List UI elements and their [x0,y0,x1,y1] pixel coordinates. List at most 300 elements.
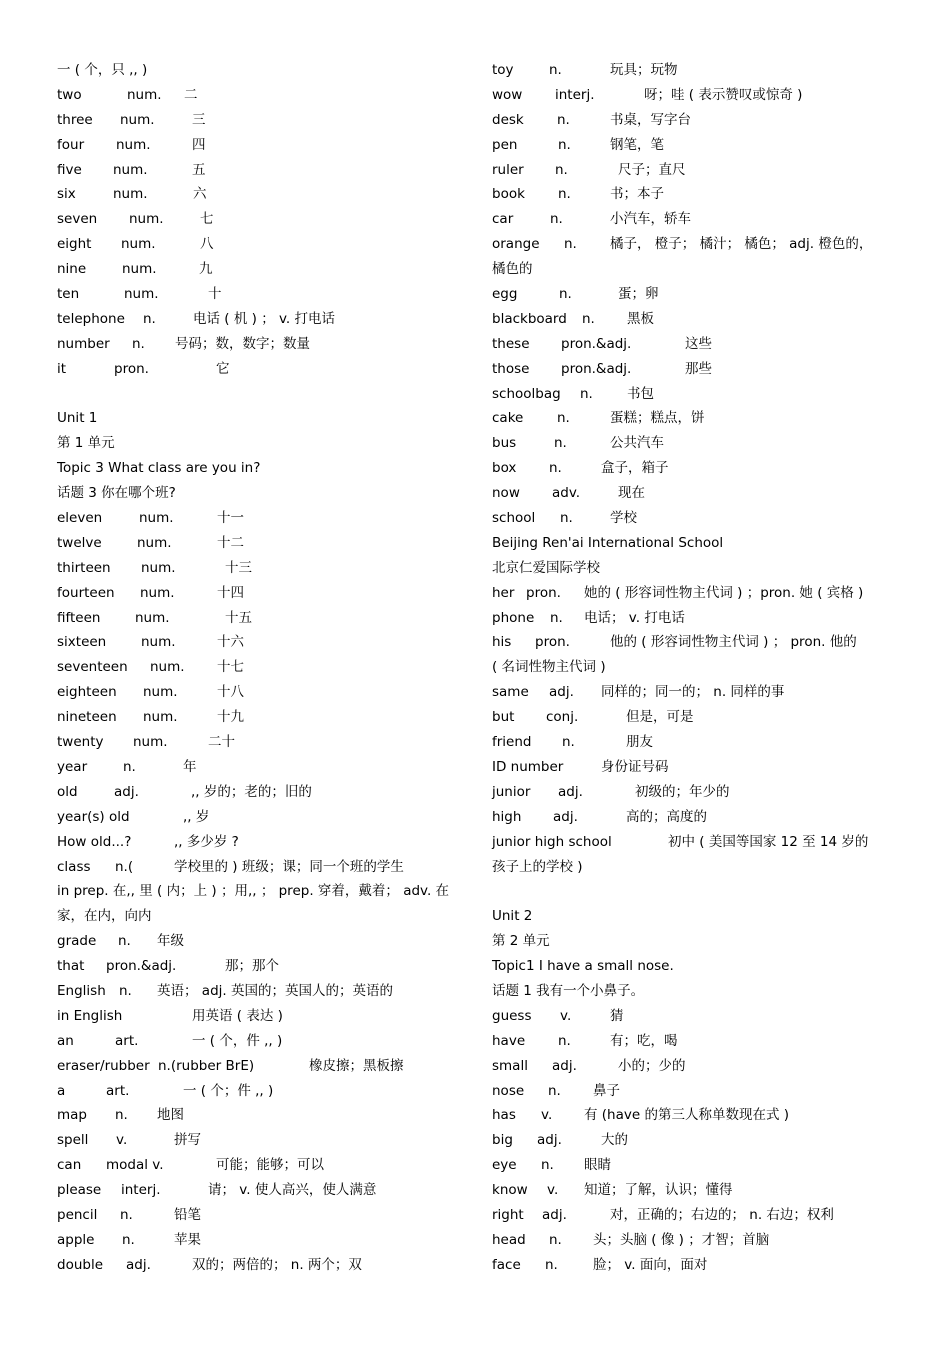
vocab-entry [57,680,457,705]
entry-word: five [57,161,82,178]
vocab-entry [57,556,457,581]
vocab-entry [492,1153,892,1178]
vocab-entry [492,1054,892,1079]
vocab-entry [492,158,892,183]
entry-part-of-speech: n. [123,758,136,775]
vocab-entry [492,232,892,257]
vocab-entry [57,1203,457,1228]
entry-part-of-speech: num. [129,211,164,228]
vocab-entry [492,630,892,655]
vocab-entry [492,456,892,481]
entry-meaning: 七 [200,211,214,228]
vocab-entry [492,1103,892,1128]
entry-word: twelve [57,534,102,551]
entry-part-of-speech: n. [558,136,571,153]
entry-word: ruler [492,161,524,178]
vocab-entry [492,1029,892,1054]
entry-part-of-speech: pron. [114,360,149,377]
vocab-entry [57,1253,457,1278]
entry-meaning: 头；头脑 ( 像 ) ；才智；首脑 [593,1231,770,1248]
entry-word: please [57,1182,102,1199]
entry-word: thirteen [57,559,111,576]
entry-word: telephone [57,310,125,327]
entry-word: but [492,709,515,726]
line-text: 第 1 单元 [57,435,115,452]
entry-word: eraser/rubber [57,1057,150,1074]
entry-part-of-speech: num. [121,236,156,253]
entry-word: high [492,808,522,825]
line-text: 孩子上的学校 ) [492,858,583,875]
entry-word: her [492,584,515,601]
vocab-entry [57,1029,457,1054]
entry-meaning: 二 [184,86,198,103]
entry-word: guess [492,1007,532,1024]
entry-part-of-speech: pron.&adj. [106,958,177,975]
entry-meaning: 十六 [217,634,244,651]
entry-word: big [492,1132,513,1149]
entry-part-of-speech: num. [137,534,172,551]
entry-meaning: 年级 [157,933,184,950]
entry-meaning: 铅笔 [174,1207,201,1223]
vocab-entry [57,1228,457,1253]
text-line [492,904,892,929]
entry-meaning: 鼻子 [593,1082,620,1099]
vocab-entry [57,1103,457,1128]
entry-word: friend [492,734,532,751]
blank-line [492,879,892,904]
entry-meaning: 书；本子 [610,186,664,203]
vocab-entry [57,232,457,257]
entry-part-of-speech: n. [582,310,595,327]
entry-word: number [57,335,110,352]
entry-part-of-speech: n. [558,1032,571,1049]
line-text: 话题 3 你在哪个班? [57,485,176,502]
line-text: 北京仁爱国际学校 [492,559,600,576]
entry-part-of-speech: adj. [549,684,574,701]
blank-line [57,382,457,407]
entry-part-of-speech: n. [554,435,567,452]
text-line [57,481,457,506]
entry-word: blackboard [492,310,567,327]
entry-meaning: 蛋糕；糕点，饼 [610,410,705,427]
vocab-entry [57,805,457,830]
entry-meaning: 五 [192,161,206,178]
entry-meaning: 十九 [217,709,244,726]
entry-part-of-speech: num. [143,709,178,726]
vocab-entry [57,133,457,158]
entry-part-of-speech: num. [143,684,178,701]
entry-word: English [57,982,106,999]
vocab-entry [57,655,457,680]
text-line [492,257,892,282]
vocab-entry [57,705,457,730]
entry-part-of-speech: n. [560,510,573,527]
entry-part-of-speech: n. [122,1231,135,1248]
vocab-entry [492,58,892,83]
vocab-entry [492,1253,892,1278]
vocab-entry [492,182,892,207]
text-line [57,406,457,431]
vocab-entry [57,108,457,133]
vocab-entry [57,730,457,755]
vocab-entry [492,705,892,730]
entry-meaning: 十四 [217,584,244,601]
entry-meaning: 号码；数，数字；数量 [175,335,310,352]
vocab-entry [492,83,892,108]
entry-meaning: ,, 岁 [183,808,210,825]
entry-meaning: 二十 [208,734,235,751]
entry-meaning: 黑板 [627,310,654,327]
vocab-entry [57,1054,457,1079]
entry-part-of-speech: pron. [526,584,561,601]
entry-part-of-speech: v. [560,1007,572,1024]
line-text: 一 ( 个，只 ,, ) [57,62,148,78]
line-text: Unit 2 [492,908,533,925]
text-line [492,929,892,954]
entry-part-of-speech: adv. [552,485,581,502]
entry-part-of-speech: num. [116,136,151,153]
entry-word: fifteen [57,609,101,626]
entry-part-of-speech: n. [549,460,562,477]
entry-word: small [492,1057,528,1074]
entry-word: head [492,1231,526,1248]
entry-meaning: 请； v. 使人高兴，使人满意 [208,1182,377,1199]
vocab-entry [57,780,457,805]
entry-word: have [492,1032,526,1049]
entry-meaning: 小的；少的 [618,1057,686,1074]
entry-word: book [492,186,525,203]
entry-meaning: 有；吃，喝 [610,1032,678,1049]
entry-part-of-speech: pron. [535,634,570,651]
entry-word: How old...? [57,833,132,850]
entry-part-of-speech: n. [549,62,562,78]
entry-part-of-speech: num. [141,559,176,576]
entry-part-of-speech: num. [113,186,148,203]
entry-meaning: 拼写 [174,1132,201,1149]
entry-part-of-speech: num. [135,609,170,626]
entry-part-of-speech: n. [541,1157,554,1174]
entry-meaning: 身份证号码 [601,758,669,775]
entry-part-of-speech: n. [564,236,577,253]
vocab-entry [492,1128,892,1153]
entry-part-of-speech: n. [132,335,145,352]
vocab-entry [492,332,892,357]
entry-part-of-speech: num. [139,510,174,527]
entry-meaning: 朋友 [626,734,653,751]
entry-word: class [57,858,91,875]
entry-meaning: 眼睛 [584,1157,611,1174]
entry-meaning: 六 [193,186,207,203]
entry-meaning: 地图 [157,1107,184,1124]
entry-word: fourteen [57,584,115,601]
entry-word: school [492,510,536,527]
entry-part-of-speech: n.(rubber BrE) [158,1057,255,1074]
entry-word: year [57,758,88,775]
entry-word: know [492,1182,528,1199]
vocab-entry [57,755,457,780]
entry-part-of-speech: adj. [126,1256,151,1273]
entry-meaning: 钢笔，笔 [610,136,664,153]
entry-meaning: 橡皮擦；黑板擦 [309,1057,404,1074]
entry-part-of-speech: interj. [121,1182,161,1199]
entry-part-of-speech: pron.&adj. [561,360,632,377]
vocab-entry [57,506,457,531]
entry-word: junior high school [492,833,612,850]
vocab-entry [492,780,892,805]
entry-part-of-speech: pron.&adj. [561,335,632,352]
vocab-entry [492,830,892,855]
entry-part-of-speech: adj. [558,783,583,800]
entry-meaning: 九 [199,261,213,278]
entry-meaning: 橘子， 橙子； 橘汁； 橘色； adj. 橙色的， [610,236,873,253]
entry-word: ID number [492,758,564,775]
entry-word: it [57,360,67,377]
text-line [57,456,457,481]
entry-meaning: 八 [200,236,214,253]
vocab-entry [492,581,892,606]
entry-meaning: 三 [192,111,206,128]
vocab-entry [57,630,457,655]
vocab-entry [57,207,457,232]
entry-meaning: 现在 [618,485,645,502]
text-line [492,531,892,556]
vocab-entry [492,133,892,158]
entry-word: his [492,634,512,651]
entry-meaning: 有 (have 的第三人称单数现在式 ) [584,1107,790,1124]
entry-word: eighteen [57,684,117,701]
vocab-entry [57,581,457,606]
entry-word: pencil [57,1207,98,1223]
vocab-entry [57,606,457,631]
entry-meaning: ,, 岁的；老的；旧的 [191,783,312,800]
entry-word: same [492,684,529,701]
entry-meaning: 脸； v. 面向，面对 [593,1256,708,1273]
entry-part-of-speech: n.( [115,858,134,875]
vocab-entry [57,357,457,382]
entry-word: grade [57,933,97,950]
entry-word: can [57,1157,82,1174]
entry-meaning: 用英语 ( 表达 ) [192,1007,283,1024]
entry-meaning: 十七 [217,659,244,676]
entry-word: map [57,1107,87,1124]
entry-meaning: 苹果 [174,1231,201,1248]
entry-meaning: 但是，可是 [626,709,694,726]
entry-meaning: 蛋；卵 [618,286,659,303]
entry-part-of-speech: n. [550,211,563,228]
entry-meaning: 十二 [217,534,244,551]
entry-meaning: 对，正确的；右边的； n. 右边；权利 [610,1206,834,1223]
vocab-entry [57,531,457,556]
entry-part-of-speech: num. [122,261,157,278]
entry-meaning: 十八 [217,684,244,701]
entry-word: egg [492,286,518,303]
vocab-entry [57,158,457,183]
entry-part-of-speech: n. [545,1256,558,1273]
left-column [57,58,457,1278]
vocab-entry [492,406,892,431]
entry-word: orange [492,236,540,253]
text-line [492,556,892,581]
entry-word: bus [492,435,517,452]
entry-meaning: 双的；两倍的； n. 两个；双 [192,1256,362,1273]
entry-word: junior [492,783,531,800]
vocab-entry [492,506,892,531]
entry-meaning: 英语； adj. 英国的；英国人的；英语的 [157,982,393,999]
entry-part-of-speech: n. [119,982,132,999]
entry-word: wow [492,86,523,103]
entry-meaning: 书包 [627,385,654,402]
vocab-entry [492,357,892,382]
vocab-entry [492,207,892,232]
vocab-entry [492,1079,892,1104]
entry-meaning: 可能；能够；可以 [216,1157,324,1174]
vocab-entry [492,1004,892,1029]
entry-part-of-speech: interj. [555,86,595,103]
entry-meaning: 初中 ( 美国等国家 12 至 14 岁的 [668,833,869,850]
line-text: Topic 3 What class are you in? [57,460,261,477]
entry-word: pen [492,136,518,153]
entry-meaning: 这些 [685,335,712,352]
vocab-entry [492,307,892,332]
entry-word: three [57,111,93,128]
entry-part-of-speech: v. [116,1132,128,1149]
text-line [492,655,892,680]
entry-word: spell [57,1132,89,1149]
entry-part-of-speech: n. [548,1082,561,1099]
entry-word: face [492,1256,521,1273]
entry-meaning: 一 ( 个；件 ,, ) [183,1082,274,1099]
entry-part-of-speech: conj. [546,709,579,726]
entry-word: nine [57,261,87,278]
entry-part-of-speech: art. [115,1032,139,1049]
entry-part-of-speech: adj. [114,783,139,800]
vocab-entry [492,431,892,456]
entry-word: four [57,136,85,153]
vocab-entry [57,929,457,954]
vocab-entry [492,805,892,830]
line-text: Unit 1 [57,410,98,427]
entry-word: in English [57,1007,123,1024]
entry-part-of-speech: adj. [537,1132,562,1149]
entry-word: nineteen [57,709,117,726]
entry-meaning: 同样的；同一的； n. 同样的事 [601,684,785,701]
entry-meaning: 盒子，箱子 [601,460,669,477]
vocab-entry [492,1203,892,1228]
entry-meaning: 十一 [217,510,244,527]
entry-meaning: 呀；哇 ( 表示赞叹或惊奇 ) [644,86,803,103]
entry-part-of-speech: adj. [553,808,578,825]
entry-word: that [57,958,85,975]
entry-part-of-speech: adj. [542,1206,567,1223]
entry-part-of-speech: n. [558,186,571,203]
entry-meaning: 年 [183,758,197,775]
entry-word: twenty [57,734,104,751]
vocab-entry [492,1228,892,1253]
vocab-entry [57,954,457,979]
entry-meaning: 电话 ( 机 ) ； v. 打电话 [193,310,336,327]
right-column [492,58,892,1278]
entry-word: eight [57,236,92,253]
entry-word: desk [492,111,524,128]
entry-word: toy [492,62,514,78]
entry-meaning: 小汽车，轿车 [610,211,691,228]
entry-meaning: 十五 [225,609,252,626]
vocab-entry [57,83,457,108]
vocab-entry [57,307,457,332]
entry-meaning: 他的 ( 形容词性物主代词 ) ； pron. 他的 [610,634,857,651]
entry-part-of-speech: num. [113,161,148,178]
text-line: in prep. 在,, 里 ( 内；上 ) ；用,, ； prep. 穿着，戴着； adv. 在家，在内，向内 [57,883,450,925]
text-line [57,431,457,456]
entry-meaning: 尺子；直尺 [618,161,686,178]
entry-part-of-speech: num. [150,659,185,676]
entry-part-of-speech: num. [140,584,175,601]
entry-word: year(s) old [57,808,130,825]
entry-meaning: 学校里的 ) 班级；课；同一个班的学生 [174,858,404,875]
vocab-entry [492,481,892,506]
entry-meaning: 它 [216,360,230,377]
entry-part-of-speech: n. [559,286,572,303]
text-line [492,979,892,1004]
entry-word: old [57,783,78,800]
entry-part-of-speech: num. [141,634,176,651]
line-text: Beijing Ren'ai International School [492,534,724,551]
entry-meaning: 那些 [685,360,712,377]
vocab-entry [57,830,457,855]
entry-part-of-speech: n. [115,1107,128,1124]
entry-meaning: 高的；高度的 [626,808,707,825]
entry-meaning: 大的 [601,1132,628,1149]
entry-word: has [492,1107,516,1124]
entry-part-of-speech: n. [550,609,563,626]
vocab-entry [492,755,892,780]
line-text: Topic1 I have a small nose. [492,958,674,975]
vocab-entry [492,282,892,307]
vocab-entry [492,1178,892,1203]
entry-meaning: 那；那个 [225,958,279,975]
vocab-entry [57,1004,457,1029]
entry-word: two [57,86,82,103]
entry-part-of-speech: num. [120,111,155,128]
entry-meaning: 电话； v. 打电话 [584,609,685,626]
entry-word: cake [492,410,524,427]
entry-meaning: 她的 ( 形容词性物主代词 ) ；pron. 她 ( 宾格 ) [584,584,864,601]
entry-part-of-speech: n. [549,1231,562,1248]
entry-word: double [57,1256,104,1273]
entry-part-of-speech: adj. [552,1057,577,1074]
entry-word: seventeen [57,659,128,676]
line-text: ( 名词性物主代词 ) [492,659,606,676]
vocab-entry [57,979,457,1004]
entry-word: eleven [57,510,103,527]
entry-part-of-speech: n. [143,310,156,327]
entry-part-of-speech: n. [557,410,570,427]
text-line [57,58,457,83]
entry-meaning: 学校 [610,510,637,527]
entry-word: eye [492,1157,517,1174]
entry-meaning: 公共汽车 [610,435,664,452]
entry-word: apple [57,1231,95,1248]
entry-meaning: 十三 [225,559,252,576]
vocab-entry [57,1178,457,1203]
entry-word: a [57,1082,66,1099]
entry-part-of-speech: art. [106,1082,130,1099]
entry-meaning: 猜 [610,1007,624,1024]
entry-meaning: 书桌，写字台 [610,111,691,128]
entry-meaning: 初级的；年少的 [635,783,730,800]
entry-meaning: 四 [192,136,206,153]
entry-meaning: 十 [208,286,222,303]
